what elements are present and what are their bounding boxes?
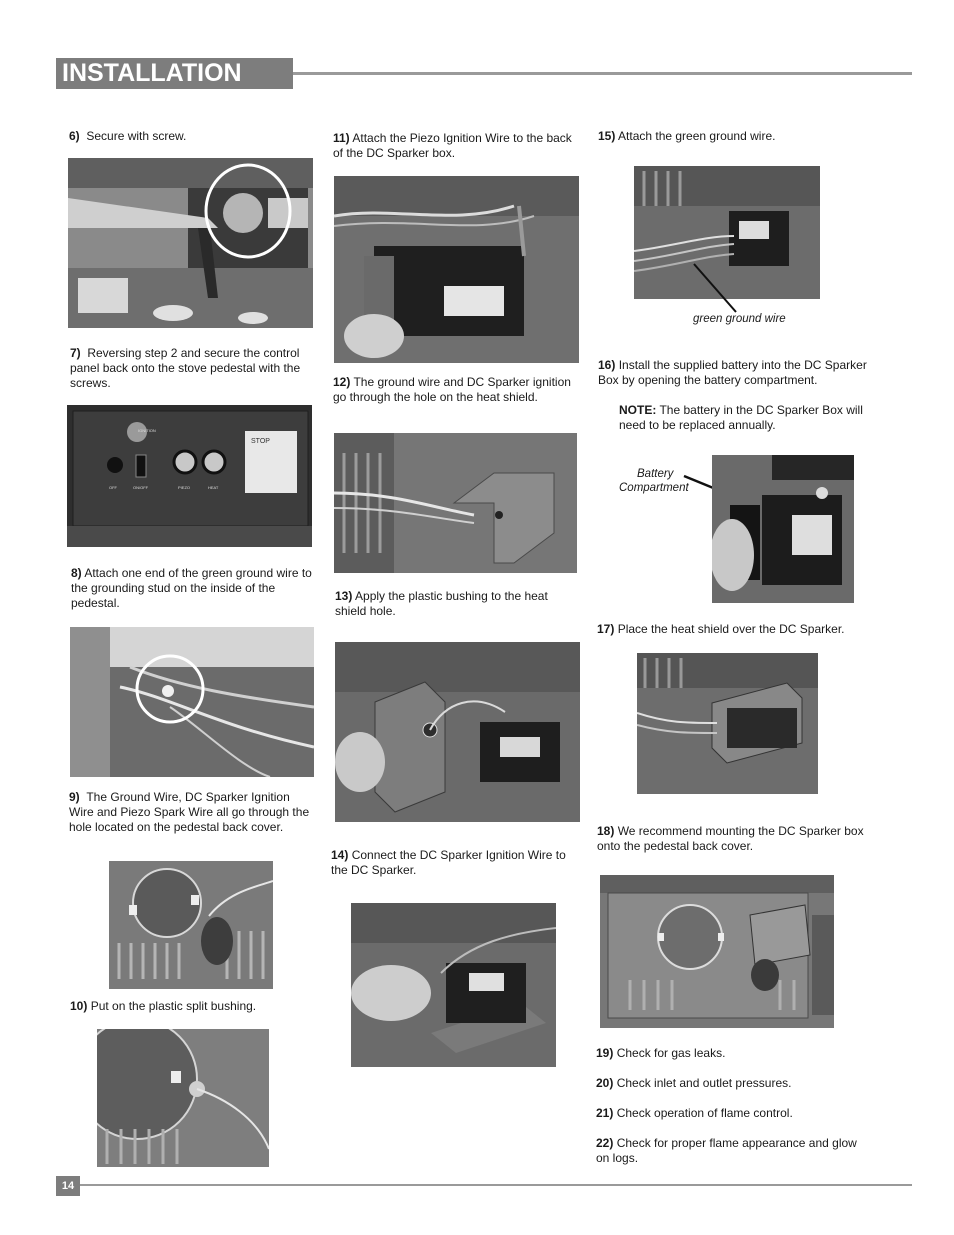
- section-header: [56, 58, 293, 89]
- step-number: 16): [598, 358, 616, 372]
- off-label: OFF: [109, 485, 117, 490]
- stop-label: STOP: [251, 438, 270, 445]
- photo-heat-shield-over-sparker: [637, 653, 818, 794]
- photo-plastic-bushing: [335, 642, 580, 822]
- piezo-label: PIEZO: [178, 485, 191, 490]
- header-rule: [293, 72, 912, 75]
- step-text: We recommend mounting the DC Sparker box onto the pedestal back cover.: [597, 824, 864, 853]
- note-label: NOTE:: [619, 403, 657, 417]
- step-number: 20): [596, 1076, 614, 1090]
- step-number: 21): [596, 1106, 614, 1120]
- step-21: [596, 1106, 866, 1121]
- step-text: Attach the green ground wire.: [618, 129, 776, 143]
- step-20: [596, 1076, 866, 1091]
- step-19: [596, 1046, 866, 1061]
- step-number: 8): [71, 566, 82, 580]
- step-number: 11): [333, 131, 350, 145]
- step-text: Apply the plastic bushing to the heat shield hole.: [335, 589, 548, 618]
- step-number: 10): [70, 999, 88, 1013]
- step-text: Install the supplied battery into the DC Sparker Box by opening the battery compartment.: [598, 358, 867, 387]
- step-text: Check for gas leaks.: [616, 1046, 726, 1060]
- step-number: 22): [596, 1136, 614, 1150]
- step-text: Check for proper flame appearance and glow on logs.: [596, 1136, 857, 1165]
- step-number: 13): [335, 589, 353, 603]
- step-8: [71, 566, 316, 611]
- step-text: Reversing step 2 and secure the control panel back onto the stove pedestal with the screws.: [70, 346, 301, 390]
- heat-label: HEAT: [208, 485, 219, 490]
- ignition-label: IGNITION: [138, 428, 156, 433]
- step-number: 12): [333, 375, 351, 389]
- step-text: Check operation of flame control.: [616, 1106, 793, 1120]
- step-12: [333, 375, 579, 405]
- step-number: 7): [70, 346, 81, 360]
- step-number: 17): [597, 622, 615, 636]
- photo-control-panel: [67, 405, 312, 547]
- step-9: [69, 790, 315, 835]
- page-number: 14: [56, 1176, 80, 1196]
- photo-connect-ignition-wire: [351, 903, 556, 1067]
- step-text: Put on the plastic split bushing.: [90, 999, 257, 1013]
- footer-rule: [80, 1184, 912, 1186]
- step-18: [597, 824, 867, 854]
- step-text: Connect the DC Sparker Ignition Wire to the DC Sparker.: [331, 848, 566, 877]
- step-6: [69, 129, 309, 144]
- photo-piezo-wire: [334, 176, 579, 363]
- battery-note: [619, 403, 871, 433]
- step-number: 14): [331, 848, 349, 862]
- step-text: Check inlet and outlet pressures.: [616, 1076, 792, 1090]
- step-text: The Ground Wire, DC Sparker Ignition Wire and Piezo Spark Wire all go through the hole located on the pedestal back cover.: [69, 790, 310, 834]
- step-13: [335, 589, 577, 619]
- photo-grounding-stud: [70, 627, 314, 777]
- step-text: Place the heat shield over the DC Sparker.: [617, 622, 845, 636]
- step-text: Attach the Piezo Ignition Wire to the back of the DC Sparker box.: [333, 131, 572, 160]
- photo-heat-shield-hole: [334, 433, 577, 573]
- step-text: Secure with screw.: [86, 129, 187, 143]
- step-7: [70, 346, 316, 391]
- step-number: 15): [598, 129, 616, 143]
- step-number: 9): [69, 790, 80, 804]
- step-14: [331, 848, 581, 878]
- step-16: [598, 358, 872, 388]
- photo-mount-sparker: [600, 875, 834, 1028]
- photo-battery-compartment: [712, 455, 854, 603]
- step-15: [598, 129, 848, 144]
- photo-pedestal-hole: [109, 861, 273, 989]
- step-22: [596, 1136, 871, 1166]
- step-17: [597, 622, 867, 637]
- callout-arrow: [690, 260, 750, 320]
- step-text: Attach one end of the green ground wire to the grounding stud on the inside of the pedestal.: [71, 566, 312, 610]
- photo-secure-screw: [68, 158, 313, 328]
- note-text: The battery in the DC Sparker Box will need to be replaced annually.: [619, 403, 863, 432]
- step-number: 19): [596, 1046, 614, 1060]
- page-title: INSTALLATION: [62, 59, 242, 87]
- caption-green-ground-wire: green ground wire: [693, 313, 786, 325]
- caption-battery: Battery: [637, 468, 674, 480]
- on-off-label: ON/OFF: [133, 485, 149, 490]
- step-number: 18): [597, 824, 615, 838]
- photo-split-bushing: [97, 1029, 269, 1167]
- step-10: [70, 999, 316, 1014]
- step-11: [333, 131, 573, 161]
- step-text: The ground wire and DC Sparker ignition go through the hole on the heat shield.: [333, 375, 571, 404]
- step-number: 6): [69, 129, 80, 143]
- caption-compartment: Compartment: [619, 482, 689, 494]
